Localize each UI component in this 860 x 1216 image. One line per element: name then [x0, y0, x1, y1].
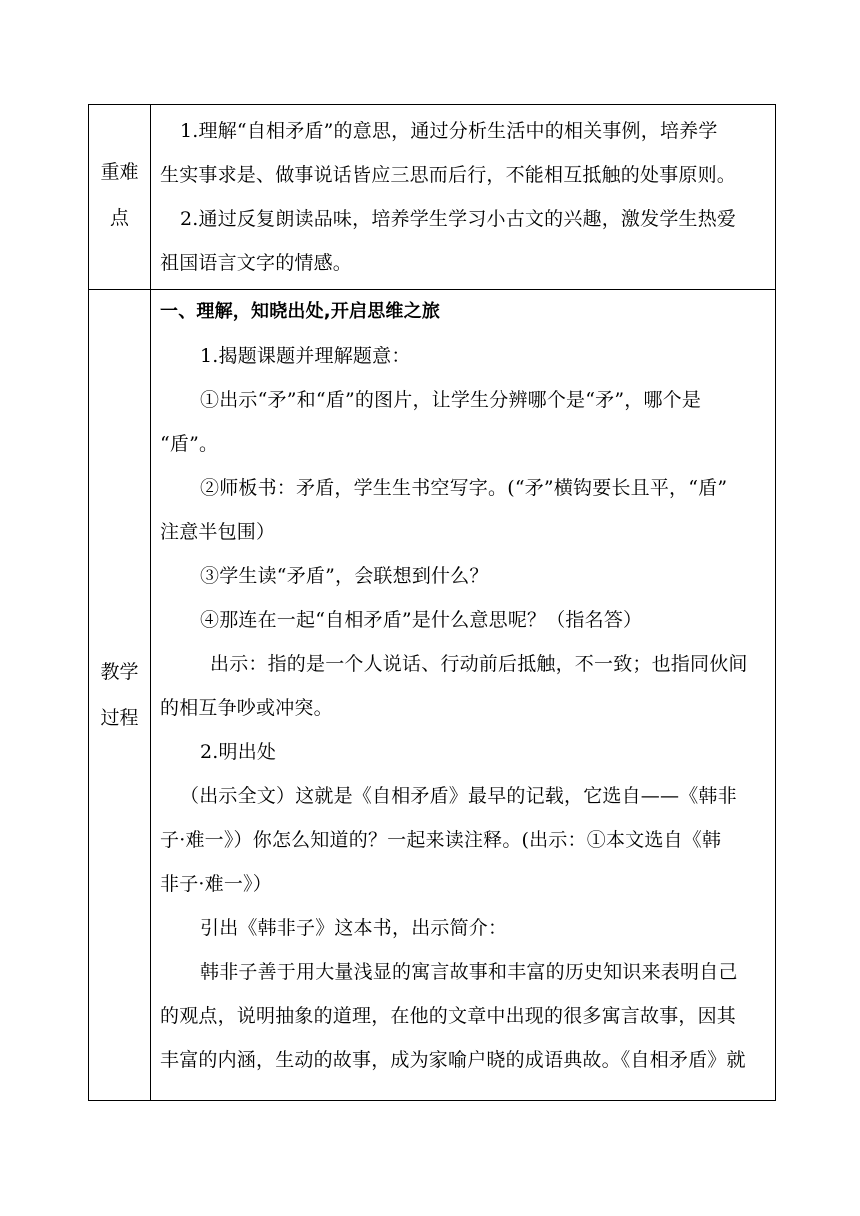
section-heading: 一、理解，知晓出处,开启思维之旅 — [160, 301, 441, 322]
content-line: 的观点，说明抽象的道理，在他的文章中出现的很多寓言故事，因其 — [160, 1005, 737, 1027]
row-label-line: 重难 — [100, 161, 139, 183]
row-label-cell — [89, 105, 151, 290]
content-line: ①出示“矛”和“盾”的图片，让学生分辨哪个是“矛”，哪个是 — [200, 389, 702, 411]
content-line: 生实事求是、做事说话皆应三思而后行，不能相互抵触的处事原则。 — [160, 164, 737, 186]
content-line: “盾”。 — [160, 433, 219, 455]
content-line: 2.明出处 — [200, 741, 277, 763]
content-line: 2.通过反复朗读品味，培养学生学习小古文的兴趣，激发学生热爱 — [180, 208, 737, 230]
row-label-line: 过程 — [100, 707, 139, 729]
content-line: ④那连在一起“自相矛盾”是什么意思呢？（指名答） — [200, 609, 643, 631]
content-line: 注意半包围） — [160, 521, 276, 543]
row-label — [89, 290, 150, 1100]
content-line: 1.揭题课题并理解题意： — [200, 345, 411, 367]
content-line: 非子·难一》） — [160, 873, 272, 895]
row-content-cell — [151, 105, 776, 290]
row-content-cell — [151, 290, 776, 1101]
content-line: 韩非子善于用大量浅显的寓言故事和丰富的历史知识来表明自己 — [200, 961, 738, 983]
lesson-plan-table — [88, 104, 776, 1101]
content-line: 1.理解“自相矛盾”的意思，通过分析生活中的相关事例，培养学 — [180, 120, 718, 142]
content-line: 子·难一》）你怎么知道的？一起来读注释。(出示：①本文选自《韩 — [160, 829, 722, 851]
content-line: 出示：指的是一个人说话、行动前后抵触，不一致；也指同伙间 — [210, 653, 748, 675]
content-line: （出示全文）这就是《自相矛盾》最早的记载，它选自——《韩非 — [180, 785, 737, 807]
row-label-cell — [89, 290, 151, 1101]
table-row-key-points — [89, 105, 776, 290]
row-label-line: 教学 — [100, 661, 139, 683]
content-line: 引出《韩非子》这本书，出示简介： — [200, 917, 508, 939]
row-label-line: 点 — [109, 207, 129, 229]
content-line: 丰富的内涵，生动的故事，成为家喻户晓的成语典故。《自相矛盾》就 — [160, 1049, 746, 1071]
content-line: 的相互争吵或冲突。 — [160, 697, 333, 719]
content-line: ②师板书：矛盾，学生生书空写字。(“矛”横钩要长且平，“盾” — [200, 477, 728, 499]
table-row-teaching-process — [89, 290, 776, 1101]
row-label — [89, 105, 150, 285]
content-line: 祖国语言文字的情感。 — [160, 252, 353, 274]
content-line: ③学生读“矛盾”，会联想到什么？ — [200, 565, 489, 587]
